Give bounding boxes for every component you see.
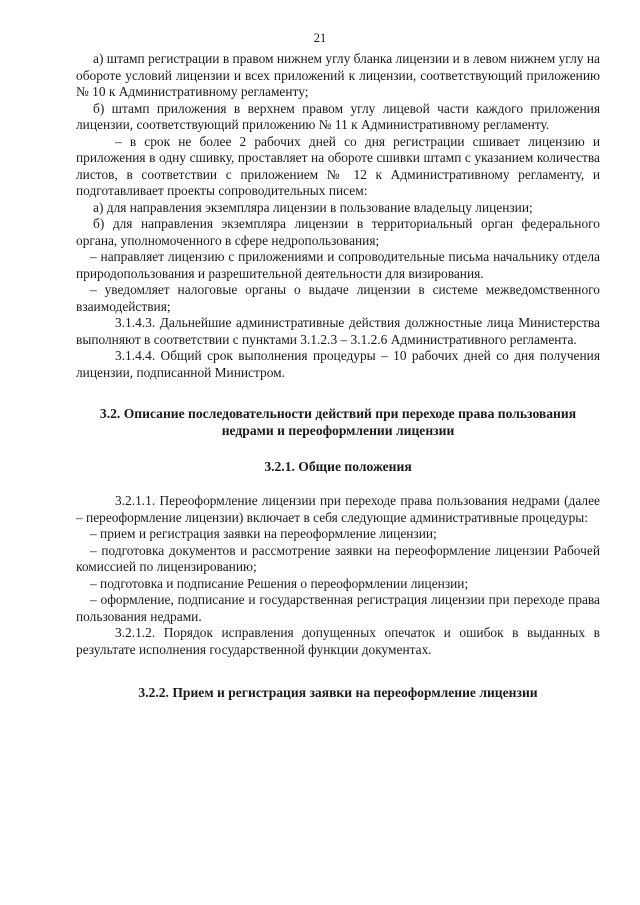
paragraph-letter-owner: а) для направления экземпляра лицензии в пользование владельцу лицензии; (93, 199, 533, 215)
paragraph-binding: – в срок не более 2 рабочих дней со дня регистрации сшивает лицензию и приложения в одну сшивку, проставляет на обороте сшивки штамп с указанием количества листов, в соответствии с приложением № 12 к Административному регламенту, и подготавливает проекты сопроводительных писем: (76, 133, 600, 198)
paragraph-3212: 3.2.1.2. Порядок исправления допущенных опечаток и ошибок в выданных в результате исполнения государственной функции документах. (76, 625, 600, 657)
section-heading-3-2-1: 3.2.1. Общие положения (264, 459, 412, 474)
list-item-procedure: – оформление, подписание и государственная регистрация лицензии при переходе права пользования недрами. (76, 592, 600, 624)
list-item-procedure: – прием и регистрация заявки на переоформление лицензии; (90, 526, 437, 541)
paragraph-send-for-approval: – направляет лицензию с приложениями и сопроводительные письма начальнику отдела природопользования и разрешительной деятельности для визирования. (76, 249, 600, 281)
paragraph-3211: 3.2.1.1. Переоформление лицензии при переходе права пользования недрами (далее – переоформление лицензии) включает в себя следующие административные процедуры: (76, 493, 600, 525)
list-item-procedure: – подготовка документов и рассмотрение заявки на переоформление лицензии Рабочей комиссией по лицензированию; (76, 542, 600, 574)
paragraph-stamp-registration: а) штамп регистрации в правом нижнем углу бланка лицензии и в левом нижнем углу на обороте условий лицензии и всех приложений к лицензии, соответствующий приложению № 10 к Административному регламенту; (76, 51, 600, 99)
page-number: 21 (313, 31, 327, 45)
document-body (76, 51, 600, 701)
section-heading-3-2: 3.2. Описание последовательности действий при переходе права пользования недрами и переоформлении лицензии (99, 406, 577, 438)
paragraph-3143: 3.1.4.3. Дальнейшие административные действия должностные лица Министерства выполняют в соответствии с пунктами 3.1.2.3 – 3.1.2.6 Административного регламента. (76, 315, 600, 347)
paragraph-letter-territorial: б) для направления экземпляра лицензии в территориальный орган федерального органа, уполномоченного в сфере недропользования; (76, 216, 600, 248)
paragraph-3144: 3.1.4.4. Общий срок выполнения процедуры – 10 рабочих дней со дня получения лицензии, подписанной Министром. (76, 348, 600, 380)
paragraph-stamp-appendix: б) штамп приложения в верхнем правом углу лицевой части каждого приложения лицензии, соответствующий приложению № 11 к Административному регламенту. (76, 100, 600, 132)
list-item-procedure: – подготовка и подписание Решения о переоформлении лицензии; (90, 575, 469, 591)
section-heading-3-2-2: 3.2.2. Прием и регистрация заявки на переоформление лицензии (138, 685, 538, 700)
paragraph-notify-tax: – уведомляет налоговые органы о выдаче лицензии в системе межведомственного взаимодействия; (76, 282, 600, 314)
